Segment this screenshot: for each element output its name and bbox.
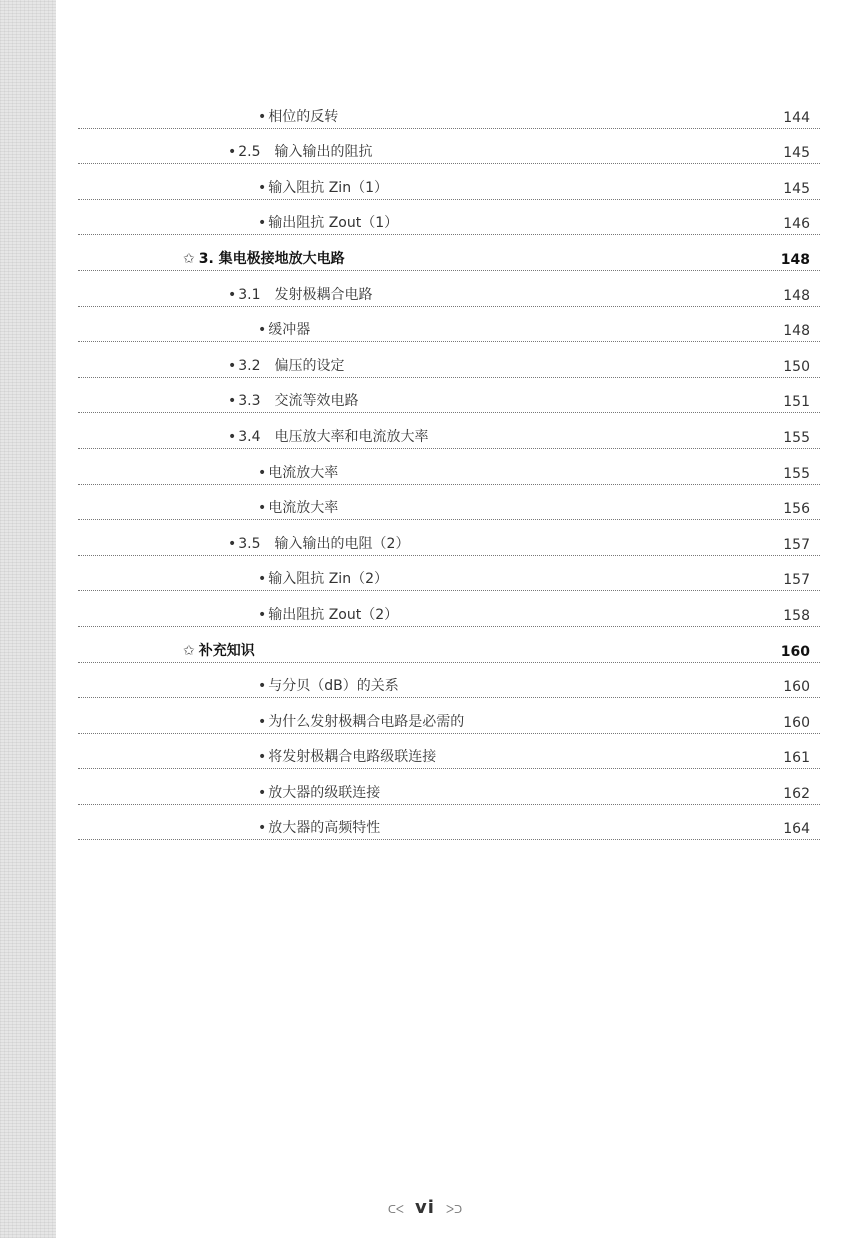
bullet-icon: • [228,357,237,374]
bullet-icon: • [228,428,237,445]
star-icon: ✩ [183,250,195,267]
toc-page-number: 158 [783,607,810,624]
toc-entry-title [228,390,359,410]
toc-entry[interactable] [78,449,820,485]
toc-entry[interactable] [78,342,820,378]
toc-page-number: 151 [783,394,810,411]
section-title: 缓冲器 [268,322,311,339]
toc-entry[interactable] [78,378,820,414]
page-number: vi [415,1197,435,1218]
toc-page-number: 155 [783,465,810,482]
toc-entry-title [258,711,464,731]
footer-ornament-left: ᑕᐸ [387,1203,404,1216]
toc-entry[interactable] [78,413,820,449]
section-title: 输入输出的电阻（2） [274,535,410,552]
toc-page-number: 160 [783,714,810,731]
section-title: 集电极接地放大电路 [218,250,345,267]
toc-entry[interactable] [78,93,820,129]
toc-entry-title [228,141,373,161]
bullet-icon: • [258,606,267,623]
section-title: 放大器的级联连接 [268,784,381,801]
toc-entry-title [228,533,409,553]
section-title: 电压放大率和电流放大率 [274,428,429,445]
bullet-icon: • [258,108,267,125]
toc-page-number: 145 [783,145,810,162]
toc-entry[interactable] [78,271,820,307]
section-title: 输出阻抗 Zout（2） [268,606,399,623]
bullet-icon: • [228,535,237,552]
toc-entry[interactable] [78,235,820,271]
footer-ornament-right: ᐳᑐ [446,1203,463,1216]
toc-entry[interactable] [78,556,820,592]
bullet-icon: • [258,678,267,695]
toc-entry-title [258,319,310,339]
section-title: 电流放大率 [268,500,339,517]
toc-entry-title [183,640,255,660]
toc-entry[interactable] [78,663,820,699]
toc-entry-title [258,675,399,695]
toc-entry-title [258,604,398,624]
bullet-icon: • [258,713,267,730]
page-margin-strip [0,0,56,1238]
toc-entry-title [258,212,398,232]
bullet-icon: • [258,500,267,517]
toc-page-number: 146 [783,216,810,233]
page-footer [0,1197,850,1218]
section-title: 输入输出的阻抗 [274,144,373,161]
bullet-icon: • [228,286,237,303]
toc-page-number: 145 [783,180,810,197]
section-title: 将发射极耦合电路级联连接 [268,749,437,766]
toc-entry-title [258,782,380,802]
toc-page-number: 161 [783,750,810,767]
toc-page-number: 160 [780,643,810,660]
toc-entry[interactable] [78,591,820,627]
bullet-icon: • [258,784,267,801]
toc-entry[interactable] [78,769,820,805]
toc-entry[interactable] [78,805,820,841]
toc-entry-title [258,177,388,197]
bullet-icon: • [258,322,267,339]
toc-page-number: 144 [783,109,810,126]
toc-entry-title [228,284,373,304]
toc-entry[interactable] [78,307,820,343]
toc-page-number: 160 [783,679,810,696]
toc-entry-title [258,497,338,517]
toc-page-number: 162 [783,785,810,802]
toc-page-number: 156 [783,501,810,518]
section-title: 与分贝（dB）的关系 [268,678,399,695]
toc-entry-title [228,426,429,446]
section-number: 3.3 [238,393,261,410]
bullet-icon: • [228,144,237,161]
section-title: 相位的反转 [268,108,339,125]
toc-entry[interactable] [78,200,820,236]
toc-page-number: 150 [783,358,810,375]
toc-entry[interactable] [78,129,820,165]
toc-entry-title [183,248,345,268]
toc-entry[interactable] [78,164,820,200]
toc-page-number: 155 [783,429,810,446]
table-of-contents [78,93,820,840]
section-title: 交流等效电路 [274,393,359,410]
section-number: 3.5 [238,535,261,552]
section-title: 输入阻抗 Zin（1） [268,179,388,196]
section-number: 3.2 [238,357,261,374]
toc-entry-title [258,568,388,588]
section-number: 3.1 [238,286,261,303]
bullet-icon: • [258,749,267,766]
toc-page-number: 148 [783,287,810,304]
toc-page-number: 148 [783,323,810,340]
toc-entry-title [228,355,345,375]
section-title: 补充知识 [198,642,255,659]
bullet-icon: • [258,179,267,196]
bullet-icon: • [258,571,267,588]
bullet-icon: • [258,820,267,837]
bullet-icon: • [258,464,267,481]
toc-entry[interactable] [78,698,820,734]
toc-page-number: 164 [783,821,810,838]
section-title: 放大器的高频特性 [268,820,381,837]
bullet-icon: • [228,393,237,410]
star-icon: ✩ [183,642,195,659]
toc-entry[interactable] [78,520,820,556]
section-title: 偏压的设定 [274,357,345,374]
toc-entry[interactable] [78,485,820,521]
toc-entry-title [258,462,338,482]
section-title: 输入阻抗 Zin（2） [268,571,388,588]
toc-page-number: 157 [783,536,810,553]
toc-entry[interactable] [78,627,820,663]
section-number: 3.4 [238,428,261,445]
toc-page-number: 157 [783,572,810,589]
toc-entry-title [258,746,436,766]
bullet-icon: • [258,215,267,232]
toc-entry-title [258,106,338,126]
toc-page-number: 148 [780,251,810,268]
section-title: 电流放大率 [268,464,339,481]
section-number: 3. [198,250,214,267]
section-number: 2.5 [238,144,261,161]
section-title: 发射极耦合电路 [274,286,373,303]
toc-entry[interactable] [78,734,820,770]
section-title: 为什么发射极耦合电路是必需的 [268,713,465,730]
section-title: 输出阻抗 Zout（1） [268,215,399,232]
toc-entry-title [258,817,380,837]
